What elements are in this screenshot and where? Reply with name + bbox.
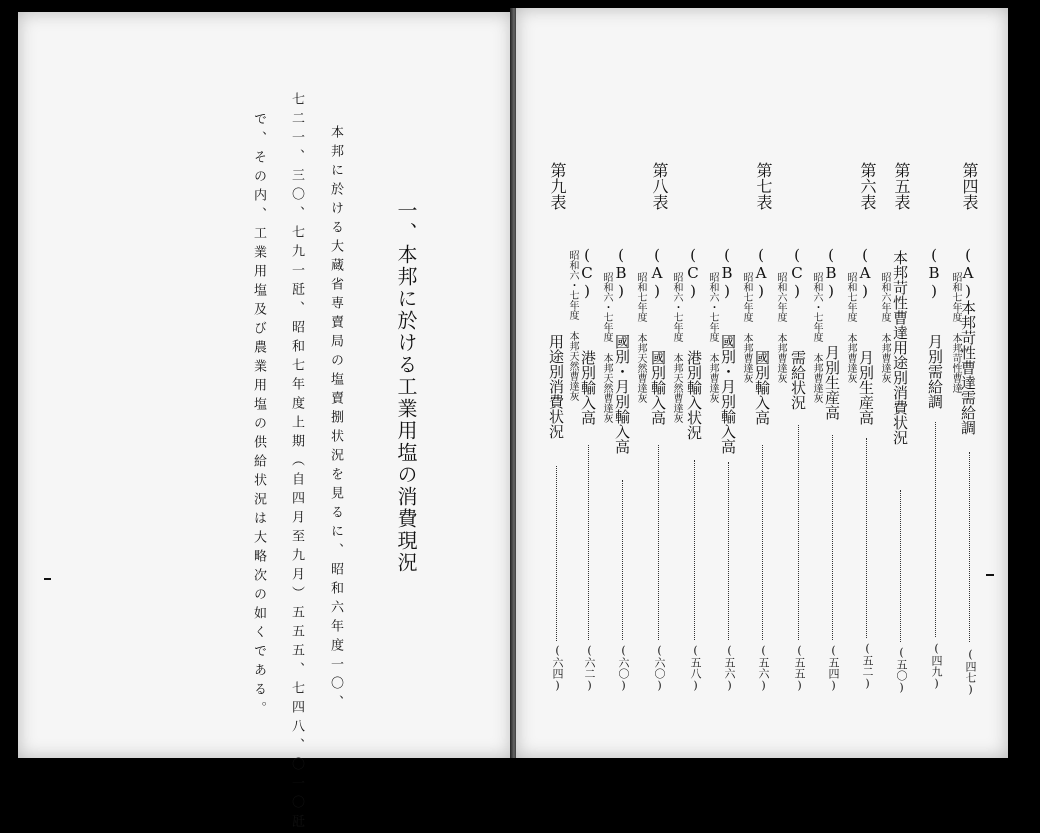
toc-page-6a: (五二) [861, 642, 874, 690]
toc-page-4a: (四七) [964, 648, 977, 696]
toc-entry-4b-marker: (B) [925, 246, 943, 300]
toc-entry-4b-note: 昭和七年度 本邦苛性曹達 [950, 272, 961, 393]
toc-page-4b: (四九) [930, 642, 943, 690]
toc-entry-4a: (A)本邦苛性曹達需給調 [959, 246, 977, 435]
toc-entry-8c2-title: 港別輸入高 [579, 350, 597, 425]
toc-table-label-4: 第四表 [960, 162, 979, 210]
toc-entry-7b-marker: (B) [718, 246, 736, 300]
toc-leader-6a [866, 438, 867, 638]
toc-entry-6b-marker: (B) [822, 246, 840, 300]
toc-leader-4a [969, 452, 970, 642]
toc-entry-9-title: 用途別消費状況 [547, 334, 565, 439]
toc-page-7b: (五六) [723, 644, 736, 692]
margin-mark [44, 578, 51, 580]
toc-entry-7b-note: 昭和七年度 本邦曹達灰 [741, 272, 752, 383]
section-heading: 一、本邦に於ける工業用塩の消費現況 [394, 200, 418, 574]
toc-entry-8b-note: 昭和七年度 本邦天然曹達灰 [635, 272, 646, 403]
toc-leader-8c2 [588, 445, 589, 640]
toc-leader-7a [762, 445, 763, 640]
toc-entry-5: 本邦苛性曹達用途別消費状況 [891, 250, 909, 445]
toc-leader-9 [556, 466, 557, 641]
toc-page-8c: (五八) [689, 644, 702, 692]
toc-entry-7c-note: 昭和六・七年度 本邦曹達灰 [811, 272, 822, 403]
toc-entry-8b-title: 國別・月別輸入高 [613, 334, 631, 454]
paragraph-line-1: 本邦に於ける大蔵省専賣局の塩賣捌状況を見るに、昭和六年度一〇、 [328, 125, 343, 714]
toc-entry-7c-title: 需給状況 [789, 350, 807, 410]
toc-leader-7c [798, 425, 799, 640]
toc-page-8a: (六〇) [653, 644, 666, 692]
toc-entry-8c-note: 昭和六・七年度 本邦曹達灰 [707, 272, 718, 403]
toc-page-8b: (六〇) [617, 644, 630, 692]
toc-entry-6b-note: 昭和七年度 本邦曹達灰 [845, 272, 856, 383]
toc-table-label-6: 第六表 [858, 162, 877, 210]
toc-table-label-7: 第七表 [754, 162, 773, 210]
toc-entry-8c-title: 港別輸入状況 [685, 350, 703, 440]
toc-entry-6a-title: 月別生産高 [857, 350, 875, 425]
toc-entry-8a-title: 國別輸入高 [649, 350, 667, 425]
margin-mark [986, 574, 994, 576]
toc-entry-8c2-note: 昭和六・七年度 本邦天然曹達灰 [601, 272, 612, 423]
toc-entry-7c-marker: (C) [788, 246, 806, 300]
toc-entry-6b-title: 月別生産高 [823, 345, 841, 420]
toc-entry-4b-title: 月別需給調 [926, 334, 944, 409]
toc-entry-8b-marker: (B) [612, 246, 630, 300]
toc-page-7c: (五五) [793, 644, 806, 692]
toc-page-5: (五〇) [895, 646, 908, 694]
toc-entry-9-note: 昭和六・七年度 本邦天然曹達灰 [567, 250, 578, 401]
toc-entry-8a-note: 昭和六・七年度 本邦天然曹達灰 [671, 272, 682, 423]
toc-leader-8a [658, 445, 659, 640]
toc-entry-7b-title: 國別・月別輸入高 [719, 334, 737, 454]
toc-table-label-5: 第五表 [892, 162, 911, 210]
toc-leader-4b [935, 422, 936, 637]
toc-entry-8c2-marker: (C) [578, 246, 596, 300]
toc-leader-5 [900, 490, 901, 642]
toc-page-9: (六四) [551, 644, 564, 692]
toc-entry-6a-marker: (A) [856, 246, 874, 300]
toc-page-7a: (五六) [757, 644, 770, 692]
toc-entry-8c-marker: (C) [684, 246, 702, 300]
toc-entry-7a-title: 國別輸入高 [753, 350, 771, 425]
toc-leader-6b [832, 435, 833, 640]
paragraph-line-2: 七二一、三〇、七九一瓩、昭和七年度上期（自四月至九月）五五五、七四八、〇一〇瓩 [289, 92, 304, 833]
toc-entry-7a-note: 昭和六年度 本邦曹達灰 [775, 272, 786, 383]
toc-table-label-8: 第八表 [650, 162, 669, 210]
paragraph-line-3: で、その内、工業用塩及び農業用塩の供給状況は大略次の如くである。 [251, 112, 266, 720]
toc-entry-7a-marker: (A) [752, 246, 770, 300]
toc-page-6b: (五四) [827, 644, 840, 692]
toc-leader-8b [622, 480, 623, 640]
toc-leader-8c [694, 460, 695, 640]
toc-entry-8a-marker: (A) [648, 246, 666, 300]
toc-entry-6a-note: 昭和六年度 本邦曹達灰 [879, 272, 890, 383]
toc-page-8c2: (六二) [583, 644, 596, 692]
toc-leader-7b [728, 462, 729, 640]
toc-table-label-9: 第九表 [548, 162, 567, 210]
